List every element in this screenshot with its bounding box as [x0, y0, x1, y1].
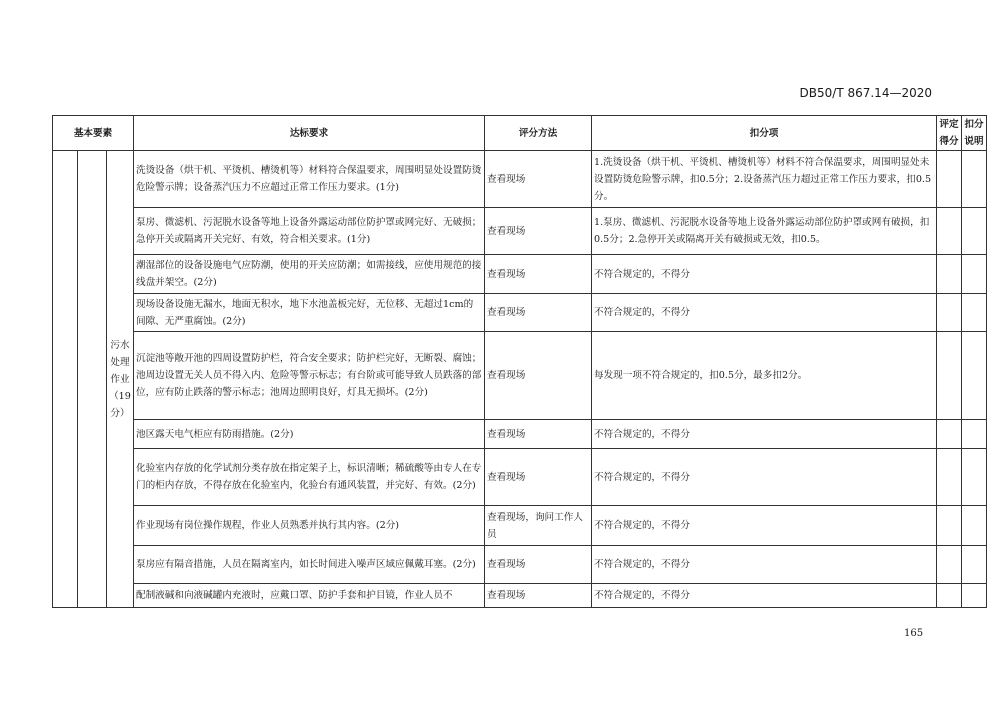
score-cell — [937, 208, 962, 255]
note-cell — [962, 151, 987, 208]
table-row — [53, 584, 987, 608]
note-cell — [962, 208, 987, 255]
score-cell — [937, 255, 962, 294]
note-cell — [962, 546, 987, 584]
deduction-cell: 不符合规定的，不得分 — [592, 420, 937, 449]
requirement-cell: 泵房、微滤机、污泥脱水设备等地上设备外露运动部位防护罩或网完好、无破损；急停开关或隔离开关完好、有效，符合相关要求。(1分) — [134, 208, 485, 255]
requirement-cell: 洗烫设备（烘干机、平烫机、槽烫机等）材料符合保温要求，周围明显处设置防烫危险警示牌；设备蒸汽压力不应超过正常工作压力要求。(1分) — [134, 151, 485, 208]
deduction-cell: 不符合规定的，不得分 — [592, 584, 937, 608]
score-cell — [937, 151, 962, 208]
method-cell: 查看现场 — [485, 208, 592, 255]
score-cell — [937, 420, 962, 449]
method-cell: 查看现场 — [485, 420, 592, 449]
note-cell — [962, 332, 987, 420]
note-cell — [962, 506, 987, 546]
table-row — [53, 294, 987, 332]
requirement-cell: 沉淀池等敞开池的四周设置防护栏，符合安全要求；防护栏完好，无断裂、腐蚀；池周边设置无关人员不得入内、危险等警示标志；有台阶或可能导致人员跌落的部位，应有防止跌落的警示标志；池周边照明良好，灯具无损坏。(2分) — [134, 332, 485, 420]
table-row — [53, 546, 987, 584]
table-row — [53, 151, 987, 208]
note-cell — [962, 449, 987, 506]
deduction-cell: 不符合规定的，不得分 — [592, 449, 937, 506]
method-cell: 查看现场 — [485, 584, 592, 608]
method-cell: 查看现场 — [485, 255, 592, 294]
note-cell — [962, 584, 987, 608]
category-label: 污水处理作业（19分） — [107, 151, 134, 608]
deduction-cell: 不符合规定的，不得分 — [592, 546, 937, 584]
note-cell — [962, 294, 987, 332]
table-header-row — [53, 116, 987, 151]
header-basic-element: 基本要素 — [53, 116, 134, 151]
requirement-cell: 作业现场有岗位操作规程，作业人员熟悉并执行其内容。(2分) — [134, 506, 485, 546]
requirement-cell: 现场设备设施无漏水，地面无积水，地下水池盖板完好，无位移、无超过1cm的间隙、无严重腐蚀。(2分) — [134, 294, 485, 332]
score-cell — [937, 546, 962, 584]
requirement-cell: 化验室内存放的化学试剂分类存放在指定架子上，标识清晰；稀硫酸等由专人在专门的柜内存放，不得存放在化验室内，化验台有通风装置，并完好、有效。(2分) — [134, 449, 485, 506]
table-row — [53, 332, 987, 420]
method-cell: 查看现场 — [485, 449, 592, 506]
standard-code: DB50/T 867.14—2020 — [799, 86, 932, 100]
requirement-cell: 潮湿部位的设备设施电气应防潮，使用的开关应防潮；如需接线，应使用规范的接线盘并架空。(2分) — [134, 255, 485, 294]
deduction-cell: 不符合规定的，不得分 — [592, 506, 937, 546]
method-cell: 查看现场 — [485, 294, 592, 332]
method-cell: 查看现场，询问工作人员 — [485, 506, 592, 546]
deduction-cell: 每发现一项不符合规定的，扣0.5分，最多扣2分。 — [592, 332, 937, 420]
evaluation-table — [52, 115, 987, 608]
deduction-cell: 1.泵房、微滤机、污泥脱水设备等地上设备外露运动部位防护罩或网有破损，扣0.5分；2.急停开关或隔离开关有破损或无效，扣0.5。 — [592, 208, 937, 255]
score-cell — [937, 506, 962, 546]
requirement-cell: 池区露天电气柜应有防雨措施。(2分) — [134, 420, 485, 449]
deduction-cell: 不符合规定的，不得分 — [592, 294, 937, 332]
table-row — [53, 449, 987, 506]
sub-category-cell — [78, 151, 107, 608]
note-cell — [962, 255, 987, 294]
method-cell: 查看现场 — [485, 332, 592, 420]
header-deduction-note: 扣分说明 — [962, 116, 987, 151]
header-deduction: 扣分项 — [592, 116, 937, 151]
method-cell: 查看现场 — [485, 151, 592, 208]
page-number: 165 — [904, 628, 924, 639]
deduction-cell: 1.洗烫设备（烘干机、平烫机、槽烫机等）材料不符合保温要求，周围明显处未设置防烫危险警示牌，扣0.5分；2.设备蒸汽压力超过正常工作压力要求，扣0.5分。 — [592, 151, 937, 208]
score-cell — [937, 449, 962, 506]
requirement-cell: 配制液碱和向液碱罐内充液时，应戴口罩、防护手套和护目镜，作业人员不 — [134, 584, 485, 608]
score-cell — [937, 584, 962, 608]
table-row — [53, 420, 987, 449]
deduction-cell: 不符合规定的，不得分 — [592, 255, 937, 294]
header-method: 评分方法 — [485, 116, 592, 151]
method-cell: 查看现场 — [485, 546, 592, 584]
outer-category-cell — [53, 151, 78, 608]
note-cell — [962, 420, 987, 449]
table-row — [53, 255, 987, 294]
score-cell — [937, 294, 962, 332]
score-cell — [937, 332, 962, 420]
table-row — [53, 506, 987, 546]
header-score: 评定得分 — [937, 116, 962, 151]
table-row — [53, 208, 987, 255]
header-requirement: 达标要求 — [134, 116, 485, 151]
requirement-cell: 泵房应有隔音措施，人员在隔离室内，如长时间进入噪声区域应佩戴耳塞。(2分) — [134, 546, 485, 584]
